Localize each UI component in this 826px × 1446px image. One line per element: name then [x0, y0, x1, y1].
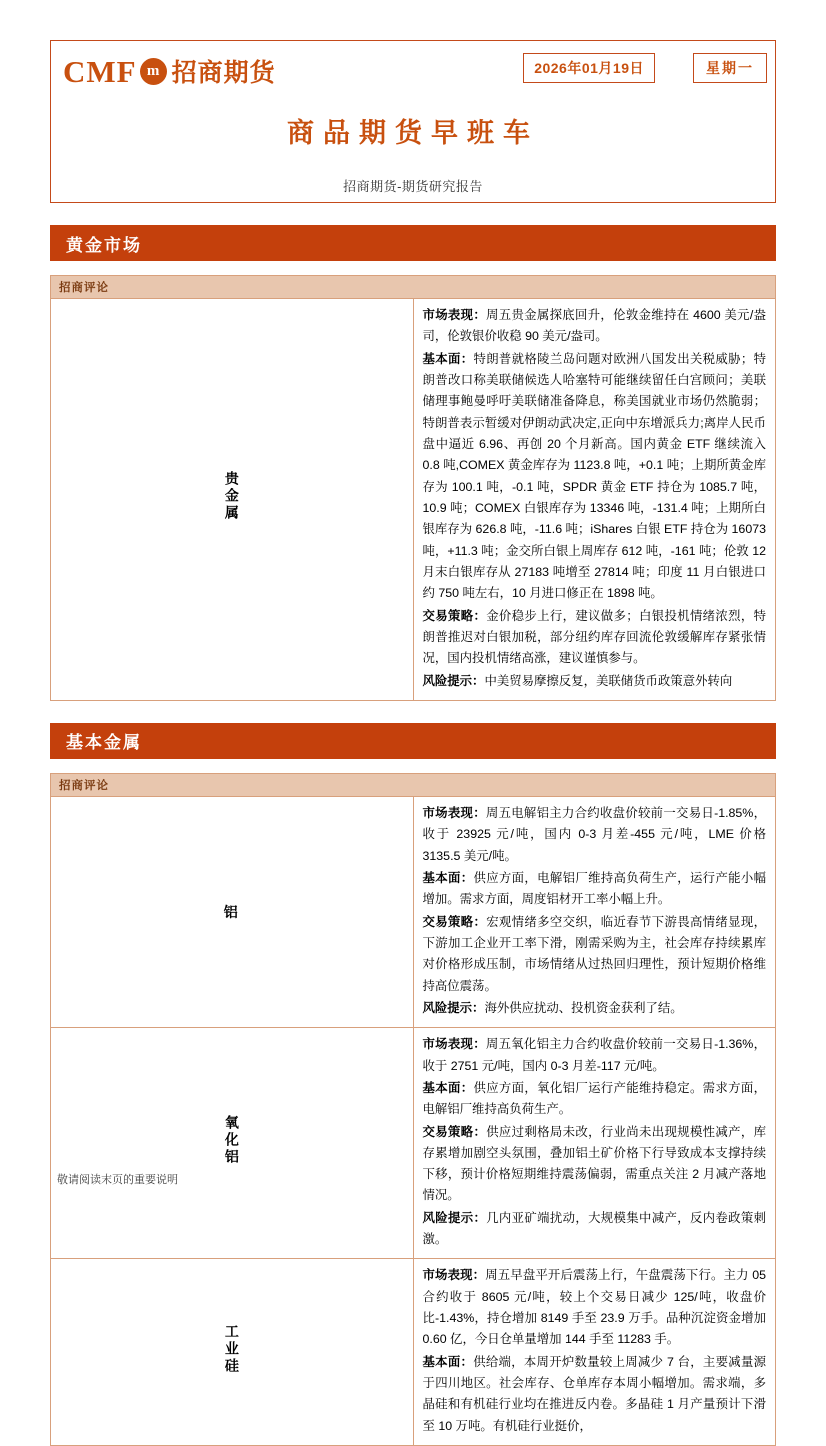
row-label-precious-metals: 贵金属 [51, 299, 414, 701]
row-content [413, 299, 776, 701]
paragraph-text: 周五氧化铝主力合约收盘价较前一交易日-1.36%，收于 2751 元/吨，国内 0-3 月差-117 元/吨。 [422, 1037, 767, 1073]
paragraph [423, 349, 767, 605]
logo-text-cmf: CMF [63, 53, 137, 89]
paragraph-key: 市场表现： [422, 308, 487, 322]
paragraph [423, 1122, 767, 1207]
paragraph-key: 交易策略： [422, 608, 487, 623]
table-gold [50, 275, 776, 701]
paragraph-key: 风险提示： [422, 673, 485, 688]
paragraph [423, 1078, 767, 1121]
page-title: 商品期货早班车 [287, 118, 539, 148]
table-header-row [51, 773, 776, 796]
paragraph-text: 周五早盘平开后震荡上行，午盘震荡下行。主力 05 合约收于 8605 元/吨，较上个交易日减少 125/吨，收盘价比-1.43%，持仓增加 8149 手至 23.9 万手。品种沉淀资金增加 0.60 亿，今日仓单量增加 144 手至 11283 手。 [422, 1268, 766, 1347]
logo-mark-icon: m [140, 58, 167, 85]
section-title: 基本金属 [66, 733, 142, 753]
paragraph-text: 金价稳步上行，建议做多；白银投机情绪浓烈，特朗普推迟对白银加税，部分纽约库存回流伦敦缓解库存紧张情况，国内投机情绪高涨，建议谨慎参与。 [422, 608, 767, 666]
row-label-industrial-silicon: 工业硅 [51, 1259, 414, 1446]
paragraph [423, 1034, 767, 1077]
paragraph-text: 供给端，本周开炉数量较上周减少 7 台，主要减量源于四川地区。社会库存、仓单库存本周小幅增加。需求端，多晶硅和有机硅行业均在推进反内卷。多晶硅 1 月产量预计下滑至 10 万吨。有机硅行业挺价， [422, 1354, 766, 1433]
paragraph [423, 671, 767, 692]
section-band-gold [50, 225, 776, 261]
row-content [413, 1259, 776, 1446]
page-subtitle: 招商期货-期货研究报告 [343, 179, 483, 194]
paragraph-key: 基本面： [422, 351, 474, 366]
table-header-label: 招商评论 [51, 276, 776, 299]
paragraph [423, 912, 767, 997]
row-label-aluminum: 铝 [51, 796, 414, 1027]
paragraph-key: 市场表现： [422, 805, 486, 820]
table-row [51, 796, 776, 1027]
paragraph [423, 998, 767, 1019]
paragraph-key: 基本面： [422, 1354, 474, 1369]
table-header-label: 招商评论 [51, 773, 776, 796]
paragraph-text: 特朗普就格陵兰岛问题对欧洲八国发出关税威胁；特朗普改口称美联储候选人哈塞特可能继续留任白宫顾问；美联储理事鲍曼呼吁美联储准备降息，称美国就业市场仍然脆弱；特朗普表示暂缓对伊朗动武决定,正向中东增派兵力;离岸人民币盘中逼近 6.96、再创 20 个月新高。国内黄金 ETF 继续流入 0.8 吨,COMEX 黄金库存为 1123.8 吨，+0.1 吨；上期所黄金库存为 100.1 吨，-0.1 吨，SPDR 黄金 ETF 持仓为 1085.7 吨，10.9 吨；COMEX 白银库存为 13346 吨，-131.4 吨；上期所白银库存为 626.8 吨，-11.6 吨；iShares 白银 ETF 持仓为 16073 吨，+11.3 吨；金交所白银上周库存 612 吨，-161 吨；伦敦 12 月末白银库存从 27183 吨增至 27814 吨；印度 11 月白银进口约 750 吨左右，10 月进口修正在 1898 吨。 [422, 351, 767, 601]
paragraph-key: 市场表现： [422, 1037, 486, 1052]
paragraph [423, 305, 767, 348]
paragraph-text: 供应过剩格局未改，行业尚未出现规模性减产，库存累增加剧空头氛围，叠加铝土矿价格下行导致成本支撑持续下移，预计价格短期维持震荡偏弱，需重点关注 2 月减产落地情况。 [422, 1124, 767, 1203]
footer-note: 敬请阅读末页的重要说明 [57, 1174, 178, 1186]
table-row [51, 299, 776, 701]
table-row [51, 1028, 776, 1259]
paragraph-key: 基本面： [422, 870, 474, 885]
paragraph [423, 868, 767, 911]
paragraph-text: 海外供应扰动、投机资金获利了结。 [484, 1000, 683, 1015]
paragraph-key: 风险提示： [422, 1210, 487, 1225]
paragraph-key: 风险提示： [422, 1000, 485, 1015]
row-label-alumina: 氧化铝 [51, 1028, 414, 1259]
report-weekday: 星期一 [693, 53, 767, 83]
paragraph [423, 1352, 767, 1437]
logo-text-chinese: 招商期货 [171, 59, 276, 87]
paragraph [423, 1208, 767, 1251]
paragraph-key: 交易策略： [422, 1124, 487, 1139]
paragraph-text: 几内亚矿端扰动，大规模集中减产，反内卷政策刺激。 [422, 1210, 767, 1247]
paragraph-text: 中美贸易摩擦反复，美联储货币政策意外转向 [484, 673, 733, 688]
paragraph-key: 交易策略： [422, 914, 487, 929]
paragraph [423, 1265, 767, 1350]
paragraph-text: 供应方面，电解铝厂维持高负荷生产，运行产能小幅增加。需求方面，周度铝材开工率小幅上升。 [422, 870, 767, 907]
paragraph-key: 基本面： [422, 1080, 474, 1095]
cmf-logo [63, 53, 276, 89]
table-header-row [51, 276, 776, 299]
paragraph-text: 宏观情绪多空交织，临近春节下游畏高情绪显现，下游加工企业开工率下滑，刚需采购为主，社会库存持续累库对价格形成压制，市场情绪从过热回归理性，预计短期价格维持高位震荡。 [422, 914, 767, 993]
section-band-base-metals [50, 723, 776, 759]
row-content [413, 1028, 776, 1259]
row-content [413, 796, 776, 1027]
paragraph-text: 周五电解铝主力合约收盘价较前一交易日-1.85%，收于 23925 元/吨，国内 0-3 月差-455 元/吨，LME 价格 3135.5 美元/吨。 [422, 805, 767, 863]
paragraph [423, 606, 767, 670]
paragraph [423, 803, 767, 867]
table-row [51, 1259, 776, 1446]
paragraph-text: 供应方面，氧化铝厂运行产能维持稳定。需求方面，电解铝厂维持高负荷生产。 [422, 1080, 767, 1117]
section-title: 黄金市场 [66, 235, 142, 255]
paragraph-key: 市场表现： [422, 1268, 486, 1283]
report-date: 2026年01月19日 [523, 53, 655, 83]
page [0, 40, 826, 1433]
logo-row [51, 41, 775, 99]
paragraph-text: 周五贵金属探底回升，伦敦金维持在 4600 美元/盎司，伦敦银价收稳 90 美元/盎司。 [422, 308, 766, 344]
table-base-metals [50, 773, 776, 1446]
report-header [50, 40, 776, 203]
